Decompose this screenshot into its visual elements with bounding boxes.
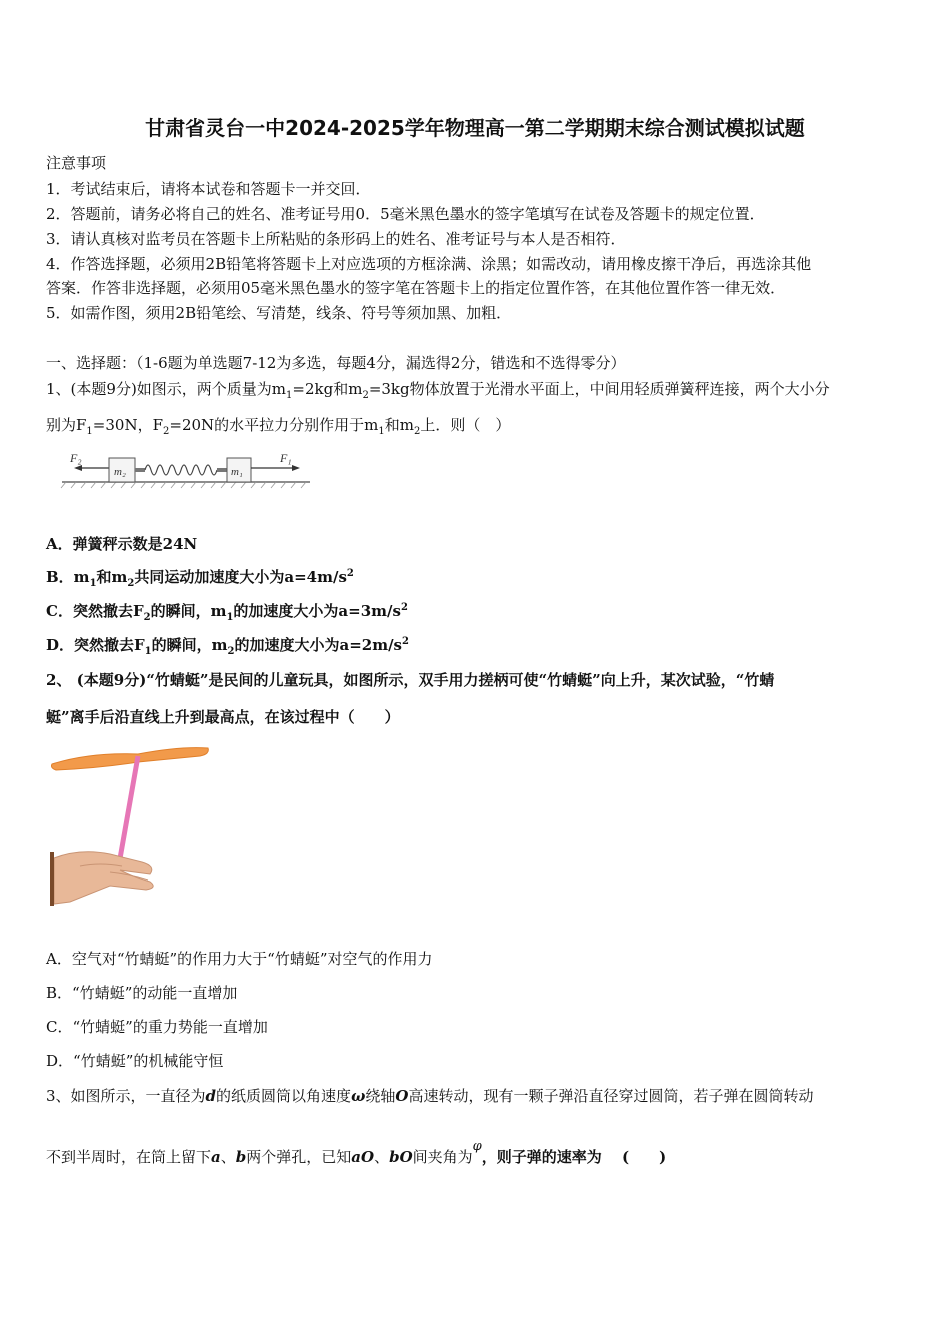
phi-symbol: φ [472, 1139, 482, 1154]
hands [54, 852, 153, 904]
notice-item-5: 5．如需作图，须用2B铅笔绘、写清楚，线条、符号等须加黑、加粗． [46, 304, 512, 322]
spring-coil [145, 465, 217, 475]
q3-line1: 3、如图所示，一直径为d的纸质圆筒以角速度ω绕轴O高速转动，现有一颗子弹沿直径穿过圆筒，若子弹在圆筒转动 [46, 1087, 814, 1105]
q2-option-d: D．“竹蜻蜓”的机械能守恒 [46, 1052, 224, 1070]
section-heading: 一、选择题：（1-6题为单选题7-12为多选，每题4分，漏选得2分，错选和不选得零分） [46, 354, 626, 372]
page-title: 甘肃省灵台一中2024-2025学年物理高一第二学期期末综合测试模拟试题 [145, 116, 805, 140]
q1-option-b: B．$m_1$和$m_2$共同运动加速度大小为$a=4m/s^2$ [46, 568, 354, 589]
force-f1-label: F₁ [280, 451, 292, 465]
dragonfly-stick [118, 756, 138, 870]
notice-item-3: 3．请认真核对监考员在答题卡上所粘贴的条形码上的姓名、准考证号与本人是否相符． [46, 230, 626, 248]
notice-item-4-cont: 答案．作答非选择题，必须用05毫米黑色墨水的签字笔在答题卡上的指定位置作答，在其他位置作答一律无效． [46, 279, 786, 297]
notice-item-4: 4．作答选择题，必须用2B铅笔将答题卡上对应选项的方框涂满、涂黑；如需改动，请用橡皮擦干净后，再选涂其他 [46, 255, 812, 273]
q2-option-b: B．“竹蜻蜓”的动能一直增加 [46, 984, 238, 1002]
q1-line2: 别为$F_1=30N$，$F_2=20N$的水平拉力分别作用于$m_1$和$m_2$上．则（ ） [46, 416, 511, 437]
notice-heading: 注意事项 [46, 154, 107, 172]
spring-figure [58, 446, 314, 492]
notice-item-1: 1．考试结束后，请将本试卷和答题卡一并交回． [46, 180, 371, 198]
mass-m2-label: m₂ [114, 466, 126, 478]
bamboo-dragonfly-figure [50, 742, 212, 906]
q1-option-c: C．突然撤去$F_2$的瞬间，$m_1$的加速度大小为$a=3m/s^2$ [46, 602, 408, 623]
q3-line2: 不到半周时，在筒上留下a、b两个弹孔，已知aO、bO间夹角为φ，则子弹的速率为 ( ) [46, 1139, 667, 1166]
mass-m1-label: m₁ [231, 466, 243, 478]
q1-line1: 1、(本题9分)如图示，两个质量为$m_1=2kg$和$m_2=3kg$物体放置于光滑水平面上，中间用轻质弹簧秤连接，两个大小分 [46, 380, 830, 401]
q2-line2: 蜓”离手后沿直线上升到最高点，在该过程中（ ） [46, 708, 400, 726]
q2-option-c: C．“竹蜻蜓”的重力势能一直增加 [46, 1018, 268, 1036]
q1-option-a: A．弹簧秤示数是24N [46, 535, 198, 553]
q2-line1: 2、 (本题9分)“竹蜻蜓”是民间的儿童玩具，如图所示，双手用力搓柄可使“竹蜻蜓”向上升，某次试验，“竹蜻 [46, 671, 775, 689]
q2-option-a: A．空气对“竹蜻蜓”的作用力大于“竹蜻蜓”对空气的作用力 [46, 950, 433, 968]
q1-option-d: D．突然撤去$F_1$的瞬间，$m_2$的加速度大小为$a=2m/s^2$ [46, 636, 409, 657]
propeller-blade [52, 748, 209, 770]
force-f2-label: F₂ [70, 451, 82, 465]
notice-item-2: 2．答题前，请务必将自己的姓名、准考证号用0．5毫米黑色墨水的签字笔填写在试卷及答题卡的规定位置． [46, 205, 765, 223]
